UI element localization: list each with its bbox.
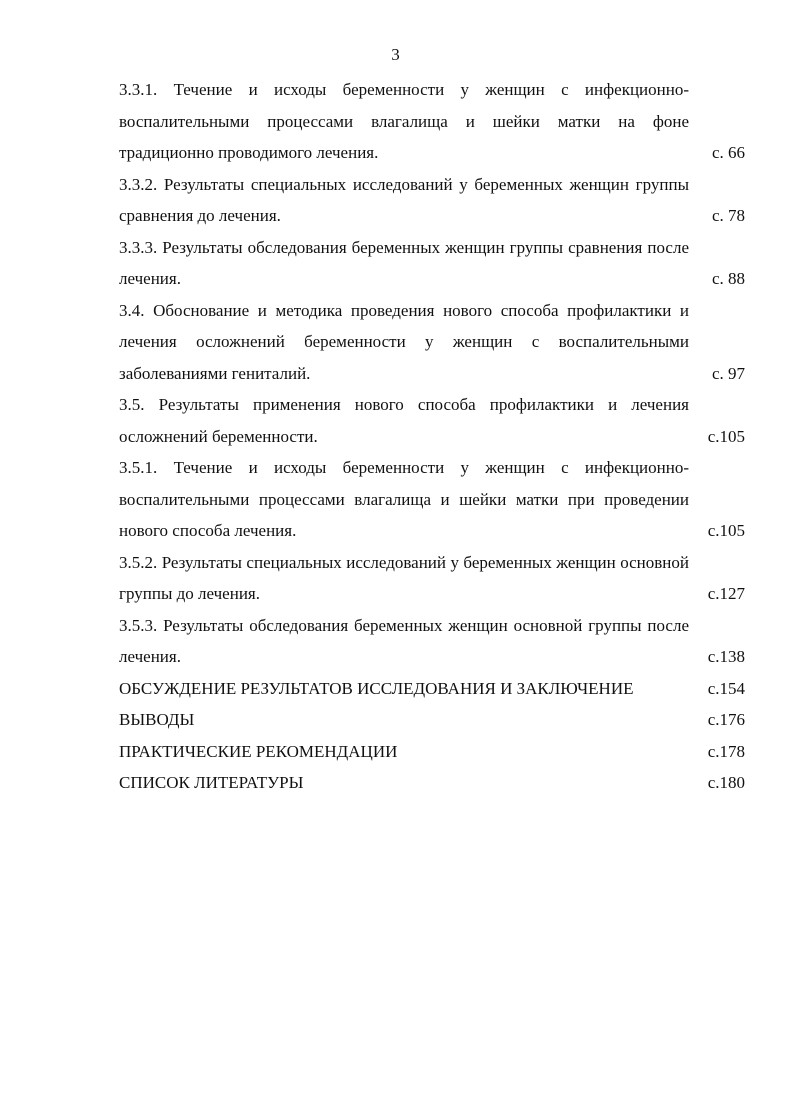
toc-entry-3-5-3 — [119, 610, 745, 673]
page-number: 3 — [391, 45, 400, 64]
toc-entry-page: с.178 — [707, 741, 745, 761]
toc-entry-title: 3.5.1. Течение и исходы беременности у женщин с инфекционно-воспалительными процессами влагалища и шейки матки при проведении нового способа лечения. — [119, 458, 689, 540]
toc-entry-recommendations — [119, 736, 745, 768]
toc-entry-title: 3.3.1. Течение и исходы беременности у женщин с инфекционно-воспалительными процессами влагалища и шейки матки на фоне традиционно проводимого лечения. — [119, 80, 689, 162]
toc-entry-page: с.127 — [707, 584, 745, 603]
toc-entry-page: с.138 — [707, 647, 745, 666]
toc-entry-title: ПРАКТИЧЕСКИЕ РЕКОМЕНДАЦИИ — [119, 741, 398, 761]
toc-entry-3-5-1 — [119, 452, 745, 547]
toc-entry-title: 3.3.3. Результаты обследования беременных женщин группы сравнения после лечения. — [119, 237, 689, 288]
toc-entry-3-3-1 — [119, 74, 745, 169]
toc-entry-page: с.105 — [707, 521, 745, 540]
table-of-contents — [119, 74, 745, 799]
toc-entry-3-4 — [119, 295, 745, 390]
toc-entry-page: с. 66 — [711, 143, 745, 162]
toc-entry-references — [119, 767, 745, 799]
toc-entry-page: с.154 — [707, 678, 745, 698]
toc-entry-title: ОБСУЖДЕНИЕ РЕЗУЛЬТАТОВ ИССЛЕДОВАНИЯ И ЗАКЛЮЧЕНИЕ — [119, 678, 634, 698]
toc-entry-3-3-3 — [119, 232, 745, 295]
toc-entry-3-5 — [119, 389, 745, 452]
toc-entry-title: СПИСОК ЛИТЕРАТУРЫ — [119, 773, 304, 792]
toc-entry-page: с. 88 — [711, 269, 745, 288]
toc-entry-page: с.105 — [707, 426, 745, 446]
toc-entry-page: с.176 — [707, 710, 745, 729]
toc-entry-title: 3.5.2. Результаты специальных исследований у беременных женщин основной группы до лечения. — [119, 552, 689, 603]
toc-entry-title: 3.3.2. Результаты специальных исследований у беременных женщин группы сравнения до лечения. — [119, 174, 689, 225]
toc-entry-title: 3.5.3. Результаты обследования беременных женщин основной группы после лечения. — [119, 615, 689, 666]
toc-entry-3-3-2 — [119, 169, 745, 232]
toc-entry-page: с.180 — [707, 773, 745, 792]
toc-entry-title: ВЫВОДЫ — [119, 710, 195, 729]
toc-entry-discussion — [119, 673, 745, 705]
toc-entry-page: с. 97 — [711, 363, 745, 383]
toc-entry-title: 3.4. Обоснование и методика проведения нового способа профилактики и лечения осложнений беременности у женщин с воспалительными заболеваниями гениталий. — [119, 300, 689, 383]
toc-entry-title: 3.5. Результаты применения нового способа профилактики и лечения осложнений беременности. — [119, 395, 689, 446]
toc-entry-3-5-2 — [119, 547, 745, 610]
toc-entry-page: с. 78 — [711, 206, 745, 225]
toc-entry-conclusions — [119, 704, 745, 736]
